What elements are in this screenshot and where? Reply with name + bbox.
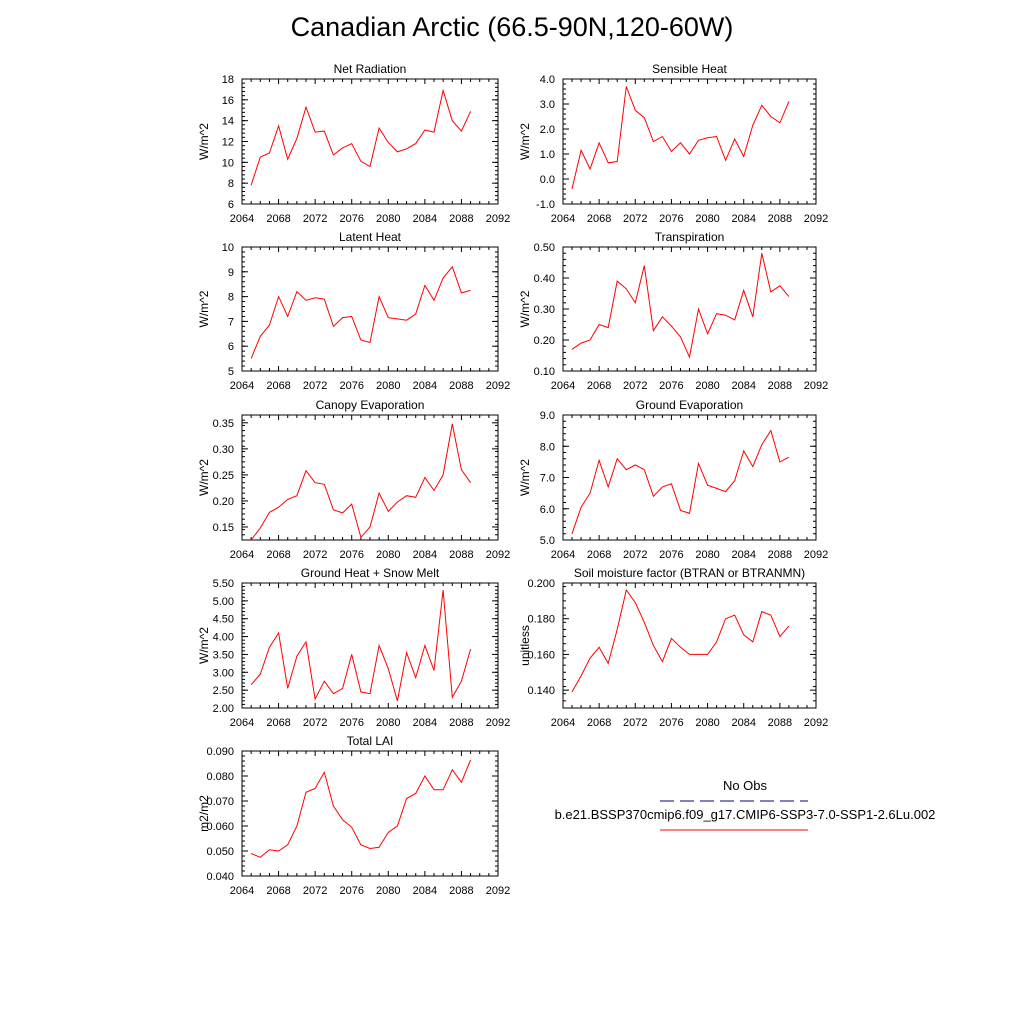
x-tick-label: 2072 (623, 213, 648, 225)
y-tick-label: 5 (227, 366, 234, 378)
x-tick-label: 2092 (485, 213, 511, 225)
x-tick-label: 2076 (339, 885, 364, 897)
x-tick-label: 2088 (767, 717, 793, 729)
chart-panel (518, 230, 828, 392)
x-tick-label: 2072 (302, 213, 328, 225)
chart-title: Latent Heat (338, 230, 402, 244)
y-tick-label: 0.160 (527, 649, 555, 662)
x-tick-label: 2064 (550, 380, 576, 392)
y-axis-label: W/m^2 (197, 627, 211, 664)
x-tick-label: 2064 (550, 717, 576, 729)
plot-frame (563, 583, 816, 708)
y-tick-label: 8 (227, 291, 234, 304)
x-tick-label: 2092 (803, 380, 829, 392)
legend-obs-label: No Obs (722, 778, 768, 793)
series-line (572, 253, 789, 357)
x-tick-label: 2092 (485, 885, 511, 897)
x-tick-label: 2068 (586, 380, 612, 392)
x-tick-label: 2092 (803, 213, 829, 225)
x-tick-label: 2068 (266, 717, 291, 729)
y-tick-label: 0.040 (206, 871, 234, 883)
series-line (572, 87, 789, 190)
y-axis-label: W/m^2 (518, 290, 532, 328)
chart-title: Ground Heat + Snow Melt (300, 566, 440, 580)
x-tick-label: 2080 (376, 717, 401, 729)
x-tick-label: 2076 (659, 213, 684, 225)
series-line (251, 267, 471, 359)
y-tick-label: 0.50 (533, 242, 555, 254)
y-tick-label: 3.0 (539, 99, 555, 111)
plot-frame (242, 751, 498, 876)
chart-title: Transpiration (654, 230, 725, 244)
y-tick-label: 0.070 (206, 796, 234, 808)
chart-title: Net Radiation (333, 62, 407, 76)
x-tick-label: 2080 (695, 549, 720, 561)
y-tick-label: 5.50 (212, 578, 234, 590)
y-tick-label: 3.00 (212, 667, 234, 680)
x-tick-label: 2072 (302, 549, 328, 561)
y-axis-label: W/m^2 (197, 290, 211, 328)
y-tick-label: 0.090 (206, 746, 234, 758)
x-tick-label: 2068 (266, 885, 291, 897)
x-tick-label: 2088 (767, 380, 793, 392)
x-tick-label: 2076 (659, 549, 684, 561)
y-tick-label: 8 (227, 178, 234, 191)
y-tick-label: 5.00 (212, 595, 234, 608)
y-tick-label: 0.30 (533, 304, 555, 316)
x-tick-label: 2084 (731, 717, 756, 729)
x-tick-label: 2072 (302, 380, 328, 392)
y-tick-label: 9.0 (539, 410, 555, 422)
y-tick-label: 0.20 (533, 335, 555, 347)
y-tick-label: 0.10 (533, 366, 555, 378)
plot-frame (563, 247, 816, 371)
x-tick-label: 2092 (803, 549, 829, 561)
x-tick-label: 2080 (695, 380, 720, 392)
x-tick-label: 2064 (229, 549, 255, 561)
chart-panel (197, 398, 510, 561)
series-line (251, 91, 471, 186)
y-axis-label: unitless (518, 625, 532, 666)
x-tick-label: 2088 (449, 549, 474, 561)
y-tick-label: 10 (221, 242, 234, 254)
y-tick-label: 2.50 (212, 685, 234, 698)
y-tick-label: 4.00 (212, 631, 234, 644)
y-tick-label: 0.060 (206, 821, 234, 833)
x-tick-label: 2064 (229, 885, 255, 897)
y-tick-label: 0.20 (212, 495, 234, 508)
plot-frame (563, 415, 816, 540)
y-tick-label: 6 (227, 341, 234, 354)
legend-obs-line (658, 797, 818, 805)
y-tick-label: 0.40 (533, 273, 555, 285)
x-tick-label: 2088 (767, 213, 793, 225)
y-tick-label: 0.25 (212, 469, 234, 482)
y-tick-label: 4.50 (212, 613, 234, 626)
x-tick-label: 2068 (266, 380, 291, 392)
chart-panel (518, 398, 828, 561)
x-tick-label: 2064 (550, 213, 576, 225)
chart-title: Total LAI (346, 734, 394, 748)
x-tick-label: 2088 (449, 380, 474, 392)
series-line (251, 760, 471, 858)
y-tick-label: 5.0 (539, 535, 555, 547)
x-tick-label: 2080 (376, 885, 401, 897)
y-tick-label: 0.30 (212, 443, 234, 456)
x-tick-label: 2084 (731, 549, 756, 561)
y-tick-label: 12 (221, 136, 234, 149)
plot-frame (242, 247, 498, 371)
y-tick-label: 6 (227, 199, 234, 211)
y-axis-label: m2/m2 (197, 795, 211, 832)
y-tick-label: -1.0 (536, 199, 555, 211)
chart-panel (197, 566, 510, 729)
y-tick-label: 0.080 (206, 771, 234, 783)
chart-panel (197, 230, 510, 392)
x-tick-label: 2064 (229, 213, 255, 225)
x-tick-label: 2076 (339, 549, 364, 561)
legend-sim-line (658, 826, 818, 834)
chart-title: Canopy Evaporation (315, 398, 425, 412)
x-tick-label: 2064 (229, 717, 255, 729)
x-tick-label: 2088 (449, 885, 474, 897)
chart-panel (197, 62, 510, 225)
x-tick-label: 2072 (302, 717, 328, 729)
x-tick-label: 2088 (449, 213, 474, 225)
y-axis-label: W/m^2 (197, 459, 211, 496)
plot-frame (563, 79, 816, 204)
x-tick-label: 2076 (659, 717, 684, 729)
plot-frame (242, 79, 498, 204)
x-tick-label: 2072 (302, 885, 328, 897)
x-tick-label: 2080 (695, 717, 720, 729)
x-tick-label: 2088 (449, 717, 474, 729)
y-tick-label: 0.35 (212, 417, 234, 430)
y-tick-label: 2.0 (539, 124, 555, 136)
y-tick-label: 6.0 (539, 503, 555, 516)
series-line (251, 424, 471, 540)
x-tick-label: 2084 (412, 380, 438, 392)
chart-panel (518, 566, 828, 729)
y-tick-label: 9 (227, 266, 234, 279)
y-tick-label: 18 (221, 74, 234, 86)
x-tick-label: 2092 (485, 717, 511, 729)
x-tick-label: 2084 (412, 213, 438, 225)
x-tick-label: 2064 (229, 380, 255, 392)
y-tick-label: 4.0 (539, 74, 555, 86)
y-tick-label: 10 (221, 157, 234, 170)
x-tick-label: 2076 (339, 380, 364, 392)
x-tick-label: 2076 (339, 717, 364, 729)
x-tick-label: 2068 (586, 717, 612, 729)
chart-title: Sensible Heat (652, 62, 727, 76)
x-tick-label: 2080 (695, 213, 720, 225)
x-tick-label: 2084 (412, 549, 438, 561)
x-tick-label: 2092 (485, 380, 511, 392)
chart-title: Soil moisture factor (BTRAN or BTRANMN) (573, 566, 806, 580)
x-tick-label: 2068 (266, 549, 291, 561)
y-tick-label: 7.0 (539, 472, 555, 485)
y-tick-label: 14 (221, 115, 234, 128)
y-tick-label: 0.050 (206, 846, 234, 858)
x-tick-label: 2092 (803, 717, 829, 729)
x-tick-label: 2092 (485, 549, 511, 561)
x-tick-label: 2088 (767, 549, 793, 561)
x-tick-label: 2080 (376, 380, 401, 392)
y-tick-label: 0.15 (212, 521, 234, 534)
x-tick-label: 2076 (339, 213, 364, 225)
y-axis-label: W/m^2 (518, 123, 532, 160)
y-tick-label: 2.00 (212, 703, 234, 715)
y-tick-label: 8.0 (539, 441, 555, 454)
page-title: Canadian Arctic (66.5-90N,120-60W) (290, 12, 734, 42)
series-line (572, 590, 789, 692)
y-axis-label: W/m^2 (518, 459, 532, 496)
x-tick-label: 2084 (412, 717, 438, 729)
x-tick-label: 2068 (586, 213, 612, 225)
y-tick-label: 0.200 (527, 578, 555, 590)
chart-panel (518, 62, 828, 225)
y-tick-label: 16 (221, 94, 234, 107)
chart-panel (197, 734, 510, 897)
series-line (251, 590, 471, 701)
x-tick-label: 2064 (550, 549, 576, 561)
chart-title: Ground Evaporation (635, 398, 744, 412)
x-tick-label: 2080 (376, 549, 401, 561)
y-axis-label: W/m^2 (197, 123, 211, 160)
y-tick-label: 1.0 (539, 149, 555, 161)
y-tick-label: 3.50 (212, 649, 234, 662)
x-tick-label: 2084 (731, 213, 756, 225)
x-tick-label: 2080 (376, 213, 401, 225)
x-tick-label: 2072 (623, 717, 648, 729)
series-line (572, 431, 789, 534)
y-tick-label: 0.140 (527, 685, 555, 698)
x-tick-label: 2084 (731, 380, 756, 392)
y-tick-label: 7 (227, 316, 234, 329)
y-tick-label: 0.180 (527, 613, 555, 626)
y-tick-label: 0.0 (539, 174, 555, 186)
x-tick-label: 2076 (659, 380, 684, 392)
plot-frame (242, 415, 498, 540)
x-tick-label: 2084 (412, 885, 438, 897)
x-tick-label: 2068 (266, 213, 291, 225)
x-tick-label: 2072 (623, 549, 648, 561)
legend-sim-label: b.e21.BSSP370cmip6.f09_g17.CMIP6-SSP3-7.0-SSP1-2.6Lu.002 (554, 807, 936, 822)
x-tick-label: 2072 (623, 380, 648, 392)
x-tick-label: 2068 (586, 549, 612, 561)
